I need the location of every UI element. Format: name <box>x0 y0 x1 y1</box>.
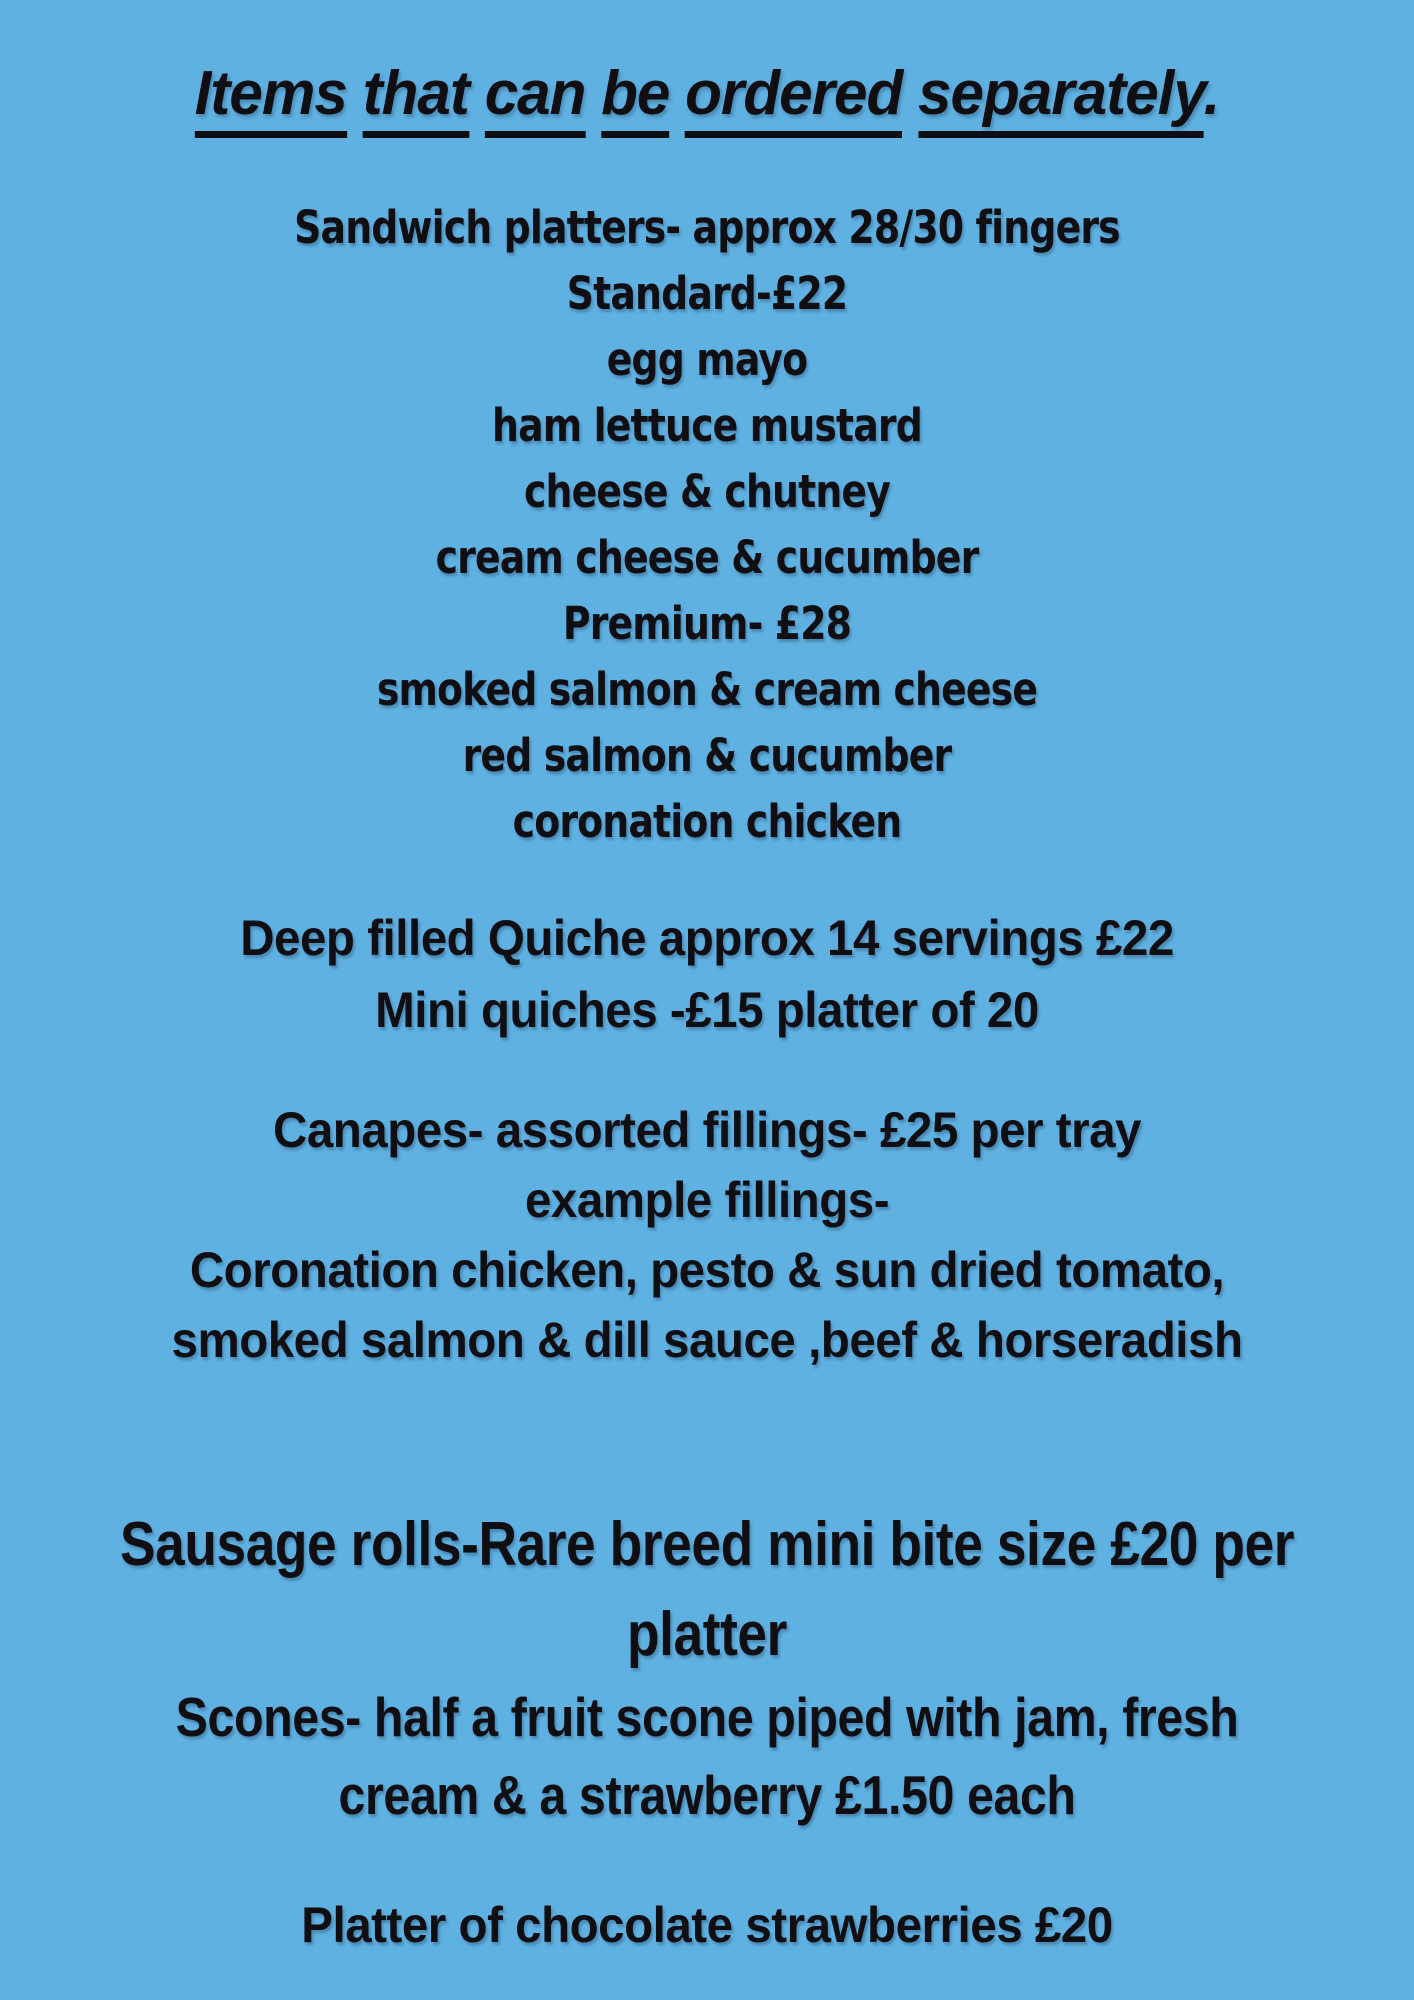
title-period: . <box>1203 59 1220 128</box>
title-word: ordered <box>685 59 902 138</box>
quiche-mini-line: Mini quiches -£15 platter of 20 <box>375 982 1039 1038</box>
standard-filling: ham lettuce mustard <box>492 399 922 452</box>
quiche-deep-filled-line: Deep filled Quiche approx 14 servings £22 <box>240 910 1174 966</box>
standard-filling: egg mayo <box>606 333 808 386</box>
premium-filling: smoked salmon & cream cheese <box>376 663 1038 716</box>
quiche-section <box>35 902 1378 1046</box>
scones-section <box>85 1678 1329 1834</box>
standard-filling: cheese & chutney <box>523 465 891 518</box>
title-word: be <box>601 59 669 138</box>
title-word: Items <box>195 59 347 138</box>
sausage-rolls-section <box>99 1500 1315 1680</box>
standard-filling: cream cheese & cucumber <box>435 531 979 584</box>
scones-line: Scones- half a fruit scone piped with jam, fresh <box>175 1686 1239 1748</box>
premium-filling: red salmon & cucumber <box>462 729 952 782</box>
sausage-rolls-line: Sausage rolls-Rare breed mini bite size £20 per <box>119 1510 1295 1579</box>
canapes-section <box>35 1095 1378 1375</box>
chocolate-strawberries-section <box>35 1895 1378 1955</box>
sandwich-platters-section <box>113 195 1301 855</box>
standard-price-line: Standard-£22 <box>566 267 848 320</box>
title-word: can <box>485 59 586 138</box>
premium-filling: coronation chicken <box>512 795 902 848</box>
chocolate-strawberries-line: Platter of chocolate strawberries £20 <box>301 1897 1113 1953</box>
canapes-fillings-line: smoked salmon & dill sauce ,beef & horseradish <box>171 1312 1243 1368</box>
canapes-example-label: example fillings- <box>524 1172 890 1228</box>
canapes-heading: Canapes- assorted fillings- £25 per tray <box>272 1102 1141 1158</box>
scones-line: cream & a strawberry £1.50 each <box>338 1764 1076 1826</box>
premium-price-line: Premium- £28 <box>562 597 852 650</box>
sausage-rolls-line: platter <box>627 1600 787 1669</box>
sandwich-heading: Sandwich platters- approx 28/30 fingers <box>294 201 1120 254</box>
canapes-fillings-line: Coronation chicken, pesto & sun dried tomato, <box>189 1242 1225 1298</box>
page-title <box>21 50 1393 138</box>
title-word: separately <box>918 59 1204 138</box>
title-word: that <box>363 59 469 138</box>
